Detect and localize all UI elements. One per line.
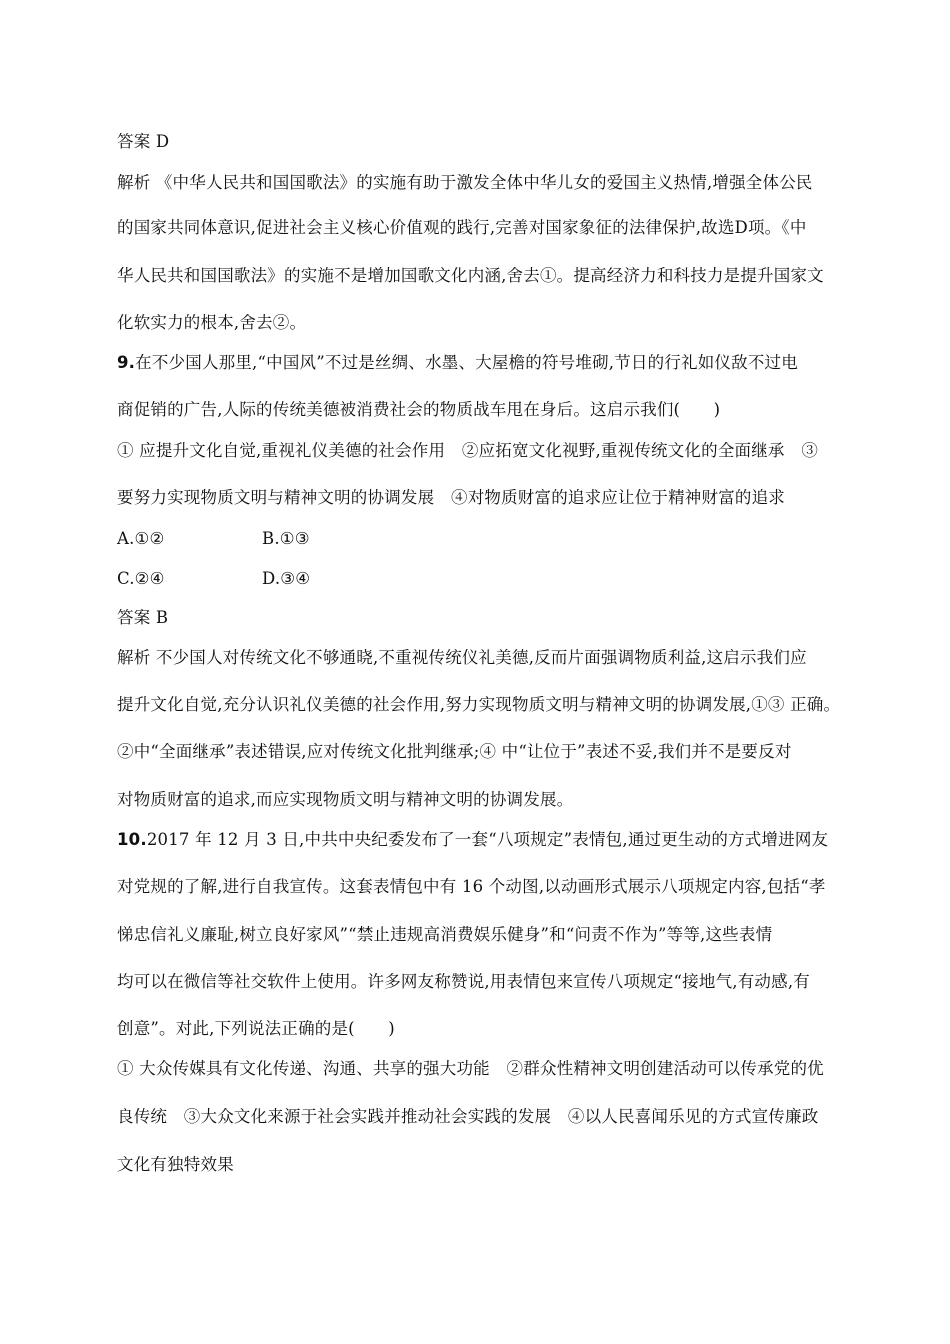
q9-stem-line [117, 352, 798, 374]
q9-statement-line: 要努力实现物质文明与精神文明的协调发展 ④对物质财富的追求应让位于精神财富的追求 [117, 488, 785, 507]
q9-analysis-line: 解析 不少国人对传统文化不够通晓,不重视传统仪礼美德,反而片面强调物质利益,这启示我们应 [117, 648, 807, 667]
q8-analysis-line: 华人民共和国国歌法》的实施不是增加国歌文化内涵,舍去①。提高经济力和科技力是提升国家文 [117, 266, 824, 285]
q8-analysis-line: 化软实力的根本,舍去②。 [117, 313, 307, 332]
q8-analysis-line: 解析 《中华人民共和国国歌法》的实施有助于激发全体中华儿女的爱国主义热情,增强全体公民 [117, 173, 813, 192]
q9-options-row [117, 528, 165, 550]
q9-statement-line: ① 应提升文化自觉,重视礼仪美德的社会作用 ②应拓宽文化视野,重视传统文化的全面继承 ③ [117, 441, 819, 460]
q10-stem-line: 对党规的了解,进行自我宣传。这套表情包中有 16 个动图,以动画形式展示八项规定内容,包括“孝 [117, 877, 826, 896]
q9-option-d[interactable]: D.③④ [262, 569, 311, 588]
q9-option-c[interactable]: C.②④ [117, 569, 165, 588]
q10-stem-line: 均可以在微信等社交软件上使用。许多网友称赞说,用表情包来宣传八项规定“接地气,有动感,有 [117, 972, 810, 991]
q9-option-a[interactable]: A.①② [117, 529, 165, 548]
q9-stem-line: 商促销的广告,人际的传统美德被消费社会的物质战车甩在身后。这启示我们( ) [117, 400, 721, 419]
q9-answer: 答案 B [117, 608, 169, 627]
q10-stem-line: 创意”。对此,下列说法正确的是( ) [117, 1019, 395, 1038]
q9-option-b[interactable]: B.①③ [262, 529, 310, 548]
q9-analysis-line: ②中“全面继承”表述错误,应对传统文化批判继承;④ 中“让位于”表述不妥,我们并不是要反对 [117, 742, 792, 761]
q10-number: 10. [117, 830, 147, 849]
q9-stem-text: 在不少国人那里,“中国风”不过是丝绸、水墨、大屋檐的符号堆砌,节日的行礼如仪敌不过电 [135, 353, 798, 372]
q9-number: 9. [117, 353, 136, 372]
q10-statement-line: ① 大众传媒具有文化传递、沟通、共享的强大功能 ②群众性精神文明创建活动可以传承党的优 [117, 1059, 824, 1078]
q9-analysis-line: 对物质财富的追求,而应实现物质文明与精神文明的协调发展。 [117, 790, 574, 809]
q9-options-row [117, 568, 165, 590]
q10-statement-line: 良传统 ③大众文化来源于社会实践并推动社会实践的发展 ④以人民喜闻乐见的方式宣传廉政 [117, 1107, 819, 1126]
q10-stem-text: 2017 年 12 月 3 日,中共中央纪委发布了一套“八项规定”表情包,通过更生动的方式增进网友 [146, 830, 829, 849]
q10-stem-line [117, 829, 828, 851]
q9-analysis-line: 提升文化自觉,充分认识礼仪美德的社会作用,努力实现物质文明与精神文明的协调发展,①③ 正确。 [117, 695, 841, 714]
q10-statement-line: 文化有独特效果 [117, 1155, 234, 1174]
q10-stem-line: 悌忠信礼义廉耻,树立良好家风”“禁止违规高消费娱乐健身”和“问责不作为”等等,这些表情 [117, 925, 773, 944]
q8-analysis-line: 的国家共同体意识,促进社会主义核心价值观的践行,完善对国家象征的法律保护,故选D项。《中 [117, 218, 807, 237]
q8-answer: 答案 D [117, 132, 170, 151]
